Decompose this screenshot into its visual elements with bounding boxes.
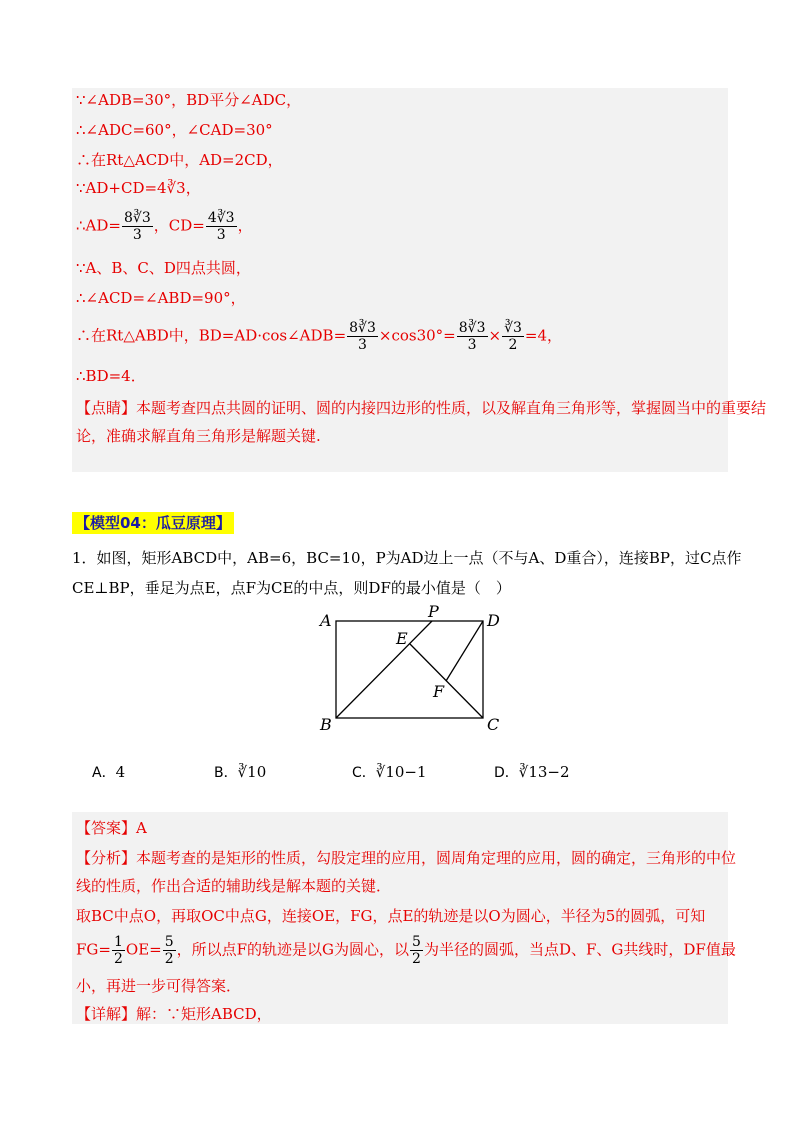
comment-line-1: 【点睛】本题考查四点共圆的证明、圆的内接四边形的性质，以及解直角三角形等，掌握圆当中的重要结 [76, 399, 767, 417]
solution-line-6: ∵A、B、C、D四点共圆， [76, 259, 251, 277]
analysis-line-1: 【分析】本题考查的是矩形的性质，勾股定理的应用，圆周角定理的应用，圆的确定，三角形的中位 [76, 849, 737, 867]
label-c: C [487, 715, 500, 734]
detail-line: 【详解】解：∵矩形ABCD， [76, 1005, 272, 1023]
analysis-line-2: 线的性质，作出合适的辅助线是解本题的关键． [76, 877, 392, 895]
solution-line-3: ∴在Rt△ACD中，AD=2CD， [76, 151, 283, 169]
option-b[interactable]: B．∛10 [214, 763, 267, 781]
fraction: $\frac{5}{2}$ [164, 934, 174, 967]
question-line-1: 1．如图，矩形ABCD中，AB=6，BC=10，P为AD边上一点（不与A、D重合），连接BP，过C点作 [72, 549, 742, 567]
rectangle-abcd [336, 621, 483, 718]
label-d: D [487, 611, 500, 630]
label-e: E [396, 629, 408, 648]
label-b: B [320, 715, 332, 734]
fraction: $\frac{1}{2}$ [113, 934, 123, 967]
analysis-line-3: 取BC中点O，再取OC中点G，连接OE，FG，点E的轨迹是以O为圆心，半径为5的圆弧，可知 [76, 907, 706, 925]
question-line-2: CE⊥BP，垂足为点E，点F为CE的中点，则DF的最小值是（ ） [72, 579, 511, 597]
fraction: $\frac{8∛3}{3}$ [349, 320, 376, 353]
fraction: $\frac{∛3}{2}$ [504, 320, 522, 353]
section-heading: 【模型04：瓜豆原理】 [72, 512, 234, 534]
comment-line-2: 论，准确求解直角三角形是解题关键. [76, 427, 321, 445]
analysis-line-5: 小，再进一步可得答案． [76, 977, 242, 995]
solution-line-2: ∴∠ADC=60°，∠CAD=30° [76, 121, 273, 139]
solution-line-8: ∴在Rt△ABD中，BD=AD·cos∠ADB= $\frac{8∛3}{3}$ ×cos30°= $\frac{8∛3}{3}$ × $\frac{∛3}{2}$ =4， [76, 320, 563, 353]
fraction: $\frac{5}{2}$ [412, 934, 421, 967]
geometry-figure [310, 600, 510, 740]
solution-line-4: ∵AD+CD=4∛3， [76, 179, 201, 197]
fraction: $\frac{8∛3}{3}$ [458, 320, 486, 353]
label-f: F [433, 682, 445, 701]
answer-line: 【答案】A [76, 819, 147, 837]
option-d[interactable]: D．∛13−2 [494, 763, 570, 781]
label-a: A [320, 611, 332, 630]
solution-line-9: ∴BD=4． [76, 367, 146, 385]
fraction: $\frac{8∛3}{3}$ [123, 210, 151, 243]
analysis-line-4: FG= $\frac{1}{2}$ OE= $\frac{5}{2}$ ，所以点F的轨迹是以G为圆心，以 $\frac{5}{2}$ 为半径的圆弧，当点D、F、G共线时，DF值最 [76, 934, 736, 967]
segment-bp [336, 621, 432, 718]
segment-df [446, 621, 483, 681]
solution-line-7: ∴∠ACD=∠ABD=90°， [76, 289, 246, 307]
solution-line-5: ∴AD= $\frac{8∛3}{3}$ ，CD= $\frac{4∛3}{3}$ ， [76, 210, 253, 243]
label-p: P [428, 602, 439, 621]
option-a[interactable]: A．4 [92, 763, 126, 781]
fraction: $\frac{4∛3}{3}$ [207, 210, 235, 243]
option-c[interactable]: C．∛10−1 [352, 763, 427, 781]
solution-line-1: ∵∠ADB=30°，BD平分∠ADC， [76, 91, 302, 109]
